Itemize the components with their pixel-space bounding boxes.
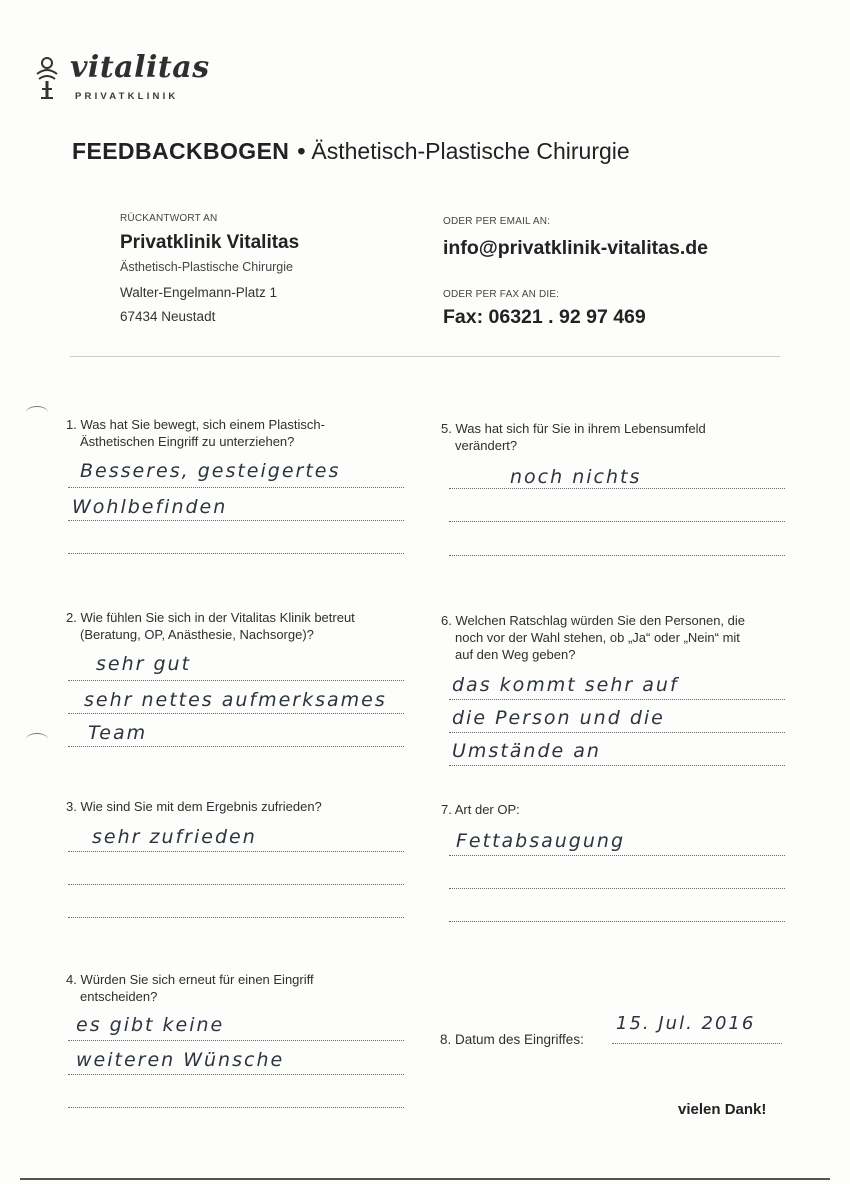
answer-4-rule-2 xyxy=(68,1074,404,1075)
page-bottom-edge xyxy=(20,1178,830,1180)
title-subtitle: Ästhetisch-Plastische Chirurgie xyxy=(311,138,630,164)
answer-1-rule-1 xyxy=(68,487,404,488)
hole-punch-mark-bottom xyxy=(26,733,48,746)
clinic-street: Walter-Engelmann-Platz 1 xyxy=(120,285,278,300)
answer-7-rule-3 xyxy=(449,921,785,922)
answer-2-line-2: sehr nettes aufmerksames xyxy=(84,689,387,711)
answer-2-rule-2 xyxy=(68,713,404,714)
answer-6-line-3: Umstände an xyxy=(452,740,601,762)
answer-6-rule-3 xyxy=(449,765,785,766)
answer-4-rule-1 xyxy=(68,1040,404,1041)
logo-icon xyxy=(34,56,60,102)
answer-7-rule-1 xyxy=(449,855,785,856)
fax-number: Fax: 06321 . 92 97 469 xyxy=(443,306,646,328)
clinic-name: Privatklinik Vitalitas xyxy=(120,232,300,253)
question-4-line-2: entscheiden? xyxy=(80,989,158,1004)
answer-5-rule-1 xyxy=(449,488,785,489)
answer-7-rule-2 xyxy=(449,888,785,889)
answer-6-rule-2 xyxy=(449,732,785,733)
answer-3-rule-1 xyxy=(68,851,404,852)
question-2-line-2: (Beratung, OP, Anästhesie, Nachsorge)? xyxy=(80,627,314,642)
answer-7-line-1: Fettabsaugung xyxy=(456,830,626,852)
answer-3-line-1: sehr zufrieden xyxy=(92,826,257,848)
answer-1-rule-2 xyxy=(68,520,404,521)
logo-wordmark: vitalitas xyxy=(70,50,210,85)
reply-label: RÜCKANTWORT AN xyxy=(120,213,218,224)
answer-2-line-1: sehr gut xyxy=(96,653,192,675)
question-5-line-2: verändert? xyxy=(455,438,518,453)
thanks-text: vielen Dank! xyxy=(678,1101,767,1118)
email-label: ODER PER EMAIL AN: xyxy=(443,216,551,227)
answer-2-line-3: Team xyxy=(88,722,148,744)
answer-3-rule-2 xyxy=(68,884,404,885)
answer-3-rule-3 xyxy=(68,917,404,918)
answer-6-line-1: das kommt sehr auf xyxy=(452,674,679,696)
question-8-label: 8. Datum des Eingriffes: xyxy=(440,1032,584,1047)
answer-1-rule-3 xyxy=(68,553,404,554)
answer-5-line-1: noch nichts xyxy=(510,466,642,488)
answer-4-line-2: weiteren Wünsche xyxy=(76,1049,285,1071)
hole-punch-mark-top xyxy=(26,406,48,419)
answer-1-line-2: Wohlbefinden xyxy=(72,496,228,518)
answer-8-rule xyxy=(612,1043,782,1044)
question-7-line-1: 7. Art der OP: xyxy=(441,802,520,817)
answer-8-date: 15. Jul. 2016 xyxy=(616,1013,756,1034)
answer-1-line-1: Besseres, gesteigertes xyxy=(80,460,341,482)
question-6-line-3: auf den Weg geben? xyxy=(455,647,576,662)
answer-2-rule-1 xyxy=(68,680,404,681)
fax-label: ODER PER FAX AN DIE: xyxy=(443,289,560,300)
question-1-line-1: 1. Was hat Sie bewegt, sich einem Plastisch- xyxy=(66,417,325,432)
clinic-city: 67434 Neustadt xyxy=(120,309,216,324)
question-4-line-1: 4. Würden Sie sich erneut für einen Eingriff xyxy=(66,972,314,987)
answer-4-rule-3 xyxy=(68,1107,404,1108)
question-1-line-2: Ästhetischen Eingriff zu unterziehen? xyxy=(80,434,295,449)
clinic-department: Ästhetisch-Plastische Chirurgie xyxy=(120,260,293,274)
answer-6-line-2: die Person und die xyxy=(452,707,665,729)
answer-5-rule-2 xyxy=(449,521,785,522)
answer-5-rule-3 xyxy=(449,555,785,556)
email-address: info@privatklinik-vitalitas.de xyxy=(443,237,708,259)
title-separator: • xyxy=(297,138,306,164)
question-6-line-1: 6. Welchen Ratschlag würden Sie den Personen, die xyxy=(441,613,746,628)
answer-6-rule-1 xyxy=(449,699,785,700)
question-3-line-1: 3. Wie sind Sie mit dem Ergebnis zufrieden? xyxy=(66,799,322,814)
logo-subtitle: PRIVATKLINIK xyxy=(75,91,179,102)
page-title xyxy=(72,138,630,165)
header-divider xyxy=(70,356,780,357)
answer-4-line-1: es gibt keine xyxy=(76,1014,225,1036)
title-main: FEEDBACKBOGEN xyxy=(72,138,290,164)
question-6-line-2: noch vor der Wahl stehen, ob „Ja“ oder „Nein“ mit xyxy=(455,630,740,645)
answer-2-rule-3 xyxy=(68,746,404,747)
question-5-line-1: 5. Was hat sich für Sie in ihrem Lebensumfeld xyxy=(441,421,706,436)
question-2-line-1: 2. Wie fühlen Sie sich in der Vitalitas Klinik betreut xyxy=(66,610,355,625)
